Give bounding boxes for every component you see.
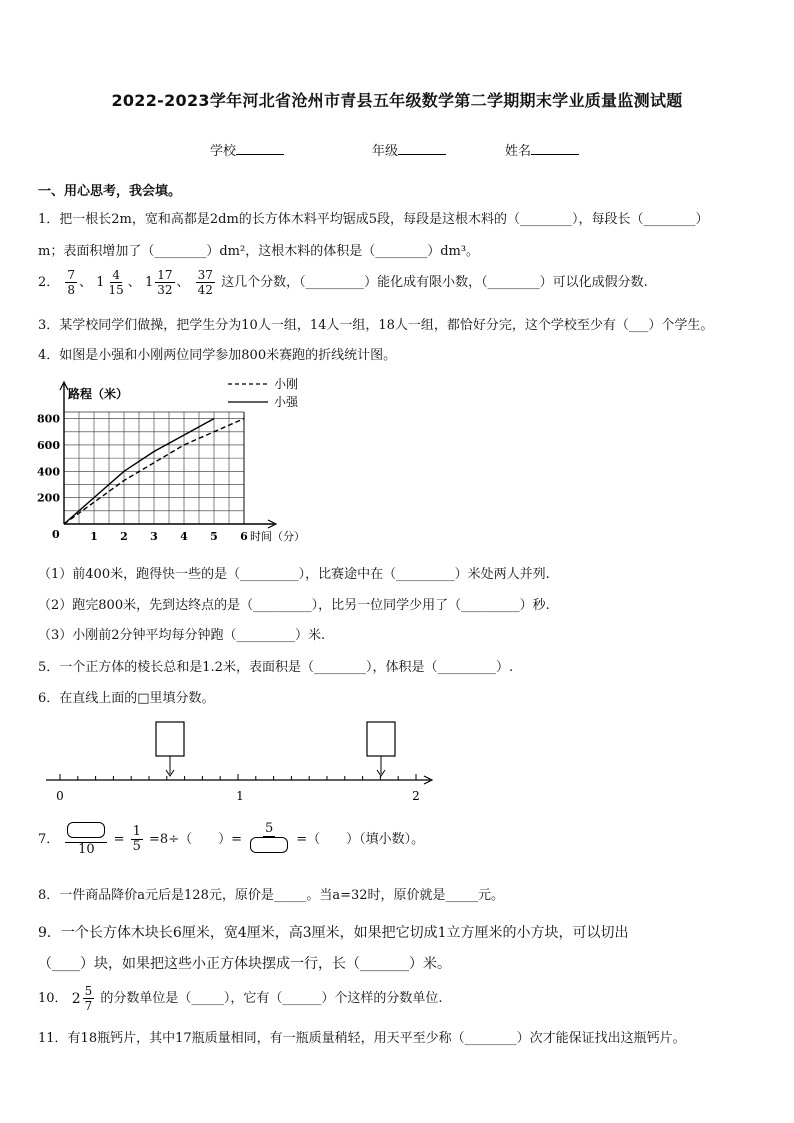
question-1a: 1．把一根长2m，宽和高都是2dm的长方体木料平均锯成5段，每段是这根木料的（________），每段长（________） <box>38 212 709 227</box>
question-2: 2． $\frac{7}{8}$ 、 1 $\frac{4}{15}$ 、 1 $\frac{17}{32}$ 、 $\frac{37}{42}$ 这几个分数，（_________）能化成有限小数，（________）可以化成假分数. <box>38 268 648 297</box>
tick-label-2: 2 <box>412 789 420 803</box>
fraction-37-42: $\frac{37}{42}$ <box>197 268 213 297</box>
question-9a: 9．一个长方体木块长6厘米，宽4厘米，高3厘米，如果把它切成1立方厘米的小方块，可以切出 <box>38 925 629 941</box>
question-7: 7． 10 = $\frac{1}{5}$ =8÷（ ）= 5 =（ ）（填小数）。 <box>38 821 425 857</box>
section-heading: 一、用心思考，我会填。 <box>38 184 182 199</box>
x-tick-label: 4 <box>180 530 188 543</box>
number-line <box>40 712 440 804</box>
question-5: 5．一个正方体的棱长总和是1.2米，表面积是（________），体积是（_________）. <box>38 660 514 675</box>
question-1b: m；表面积增加了（________）dm²，这根木料的体积是（________）dm³。 <box>38 244 480 259</box>
x-tick-label: 2 <box>120 530 128 543</box>
y-tick-label: 800 <box>37 412 60 426</box>
y-axis-label: 路程（米） <box>68 387 129 401</box>
question-10: 10． 2 $\frac{5}{7}$ 的分数单位是（_____），它有（______）个这样的分数单位. <box>38 984 443 1013</box>
tick-label-0: 0 <box>56 789 64 803</box>
mixed-1-17-32: 1 $\frac{17}{32}$ <box>144 268 173 297</box>
question-4-sub3: （3）小刚前2分钟平均每分钟跑（_________）米. <box>38 628 326 643</box>
mixed-1-4-15: 1 $\frac{4}{15}$ <box>96 268 124 297</box>
origin-label: 0 <box>52 528 60 541</box>
x-tick-label: 1 <box>90 530 98 543</box>
y-tick-label: 400 <box>37 465 60 479</box>
x-tick-label: 6 <box>240 530 248 543</box>
question-3: 3．某学校同学们做操，把学生分为10人一组，14人一组，18人一组，都恰好分完，这个学校至少有（___）个学生。 <box>38 318 714 333</box>
fraction-box-right[interactable] <box>367 722 395 756</box>
question-6: 6．在直线上面的□里填分数。 <box>38 691 215 706</box>
x-axis-label: 时间（分） <box>250 530 305 543</box>
fraction-7-8: $\frac{7}{8}$ <box>67 268 76 297</box>
page-title: 2022-2023学年河北省沧州市青县五年级数学第二学期期末学业质量监测试题 <box>111 91 683 110</box>
grade-field[interactable]: 年级 <box>372 140 446 159</box>
question-8: 8．一件商品降价a元后是128元，原价是_____。当a=32时，原价就是_____元。 <box>38 888 505 903</box>
x-tick-label: 5 <box>210 530 218 543</box>
legend-label: 小刚 <box>274 377 299 391</box>
tick-label-1: 1 <box>236 789 244 803</box>
question-4-intro: 4．如图是小强和小刚两位同学参加800米赛跑的折线统计图。 <box>38 348 397 363</box>
school-field[interactable]: 学校 <box>210 140 284 159</box>
fraction-box-left[interactable] <box>156 722 184 756</box>
legend-label: 小强 <box>274 395 299 409</box>
question-4-sub1: （1）前400米，跑得快一些的是（_________），比赛途中在（_________）米处两人并列. <box>38 567 550 582</box>
question-4-sub2: （2）跑完800米，先到达终点的是（_________），比另一位同学少用了（_________）秒. <box>38 598 550 613</box>
name-field[interactable]: 姓名 <box>505 140 579 159</box>
line-chart <box>30 372 330 552</box>
y-tick-label: 600 <box>37 438 60 452</box>
y-tick-label: 200 <box>37 491 60 505</box>
question-11: 11．有18瓶钙片，其中17瓶质量相同，有一瓶质量稍轻，用天平至少称（________）次才能保证找出这瓶钙片。 <box>38 1031 686 1046</box>
question-9b: （____）块，如果把这些小正方体块摆成一行，长（_______）米。 <box>38 956 451 972</box>
x-tick-label: 3 <box>150 530 158 543</box>
